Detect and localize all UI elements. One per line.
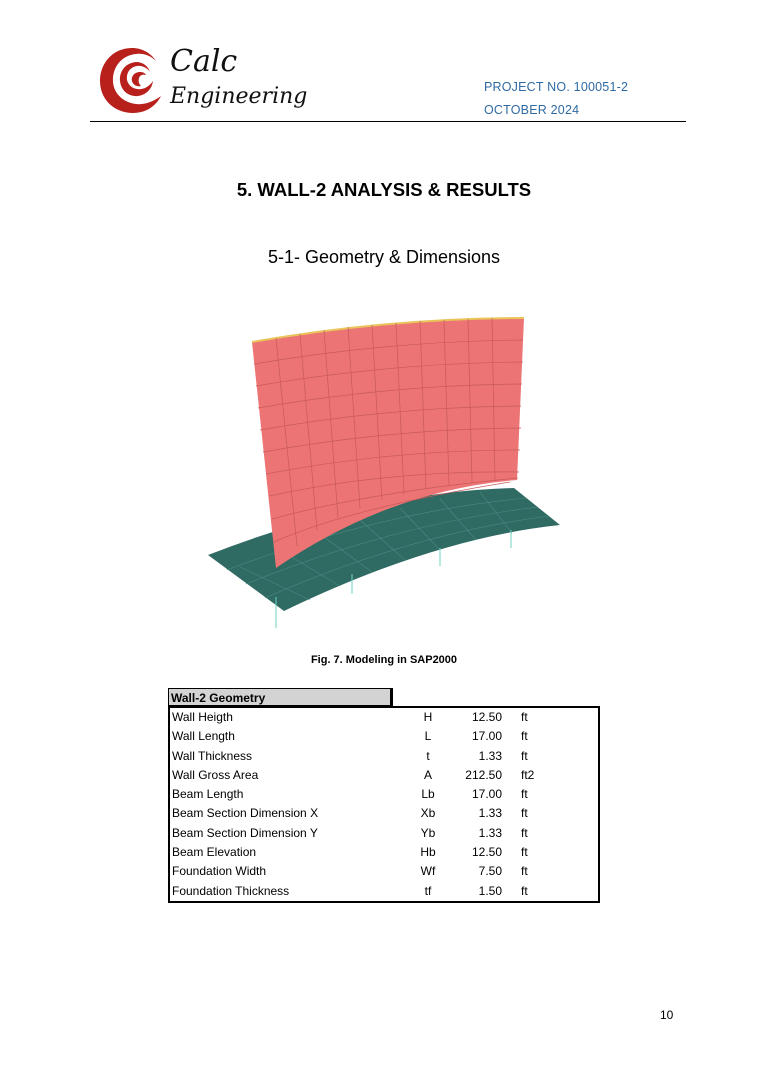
company-logo-icon bbox=[96, 44, 166, 116]
row-value: 1.50 bbox=[478, 883, 502, 898]
row-value: 12.50 bbox=[471, 845, 502, 860]
header-divider bbox=[90, 121, 686, 122]
project-number: PROJECT NO. 100051-2 bbox=[484, 80, 629, 94]
row-label: Wall Length bbox=[172, 729, 235, 744]
row-value: 1.33 bbox=[478, 806, 502, 821]
figure-caption: Fig. 7. Modeling in SAP2000 bbox=[310, 654, 458, 666]
wall-model-figure bbox=[200, 312, 570, 642]
row-unit: ft bbox=[521, 710, 528, 724]
row-unit: ft bbox=[521, 729, 528, 744]
row-unit: ft bbox=[521, 806, 528, 821]
row-unit: ft bbox=[521, 748, 528, 763]
table-title: Wall-2 Geometry bbox=[168, 688, 393, 706]
table-row bbox=[170, 882, 598, 901]
row-symbol: Wf bbox=[420, 864, 436, 879]
geometry-table bbox=[168, 706, 600, 903]
table-row bbox=[170, 727, 598, 746]
table-row bbox=[170, 843, 598, 862]
row-symbol: A bbox=[423, 767, 432, 782]
row-symbol: t bbox=[426, 748, 430, 763]
row-label: Foundation Width bbox=[172, 864, 267, 879]
row-value: 12.50 bbox=[471, 710, 502, 724]
row-label: Wall Heigth bbox=[172, 710, 233, 724]
page-number: 10 bbox=[660, 1008, 674, 1022]
row-unit: ft bbox=[521, 787, 528, 802]
table-row bbox=[170, 824, 598, 843]
row-symbol: L bbox=[424, 729, 432, 744]
table-row bbox=[170, 804, 598, 823]
row-symbol: H bbox=[423, 710, 433, 724]
row-unit: ft bbox=[521, 883, 528, 898]
row-label: Beam Elevation bbox=[172, 845, 257, 860]
row-unit: ft bbox=[521, 845, 528, 860]
row-value: 17.00 bbox=[471, 729, 502, 744]
row-unit: ft bbox=[521, 864, 528, 879]
table-row bbox=[170, 747, 598, 766]
row-label: Wall Gross Area bbox=[172, 767, 259, 782]
logo-text-calc: Calc bbox=[170, 44, 238, 79]
row-symbol: Lb bbox=[421, 787, 435, 802]
row-unit: ft bbox=[521, 825, 528, 840]
row-label: Beam Section Dimension Y bbox=[172, 825, 318, 840]
row-value: 17.00 bbox=[471, 787, 502, 802]
row-symbol: tf bbox=[424, 883, 432, 898]
project-date: OCTOBER 2024 bbox=[484, 103, 580, 117]
table-row bbox=[170, 708, 598, 727]
row-value: 1.33 bbox=[478, 748, 502, 763]
row-symbol: Hb bbox=[420, 845, 436, 860]
row-label: Wall Thickness bbox=[172, 748, 253, 763]
table-row bbox=[170, 785, 598, 804]
table-row bbox=[170, 766, 598, 785]
row-value: 1.33 bbox=[478, 825, 502, 840]
row-label: Foundation Thickness bbox=[172, 883, 290, 898]
table-row bbox=[170, 862, 598, 881]
row-value: 212.50 bbox=[465, 767, 502, 782]
section-title: 5. WALL-2 ANALYSIS & RESULTS bbox=[236, 179, 532, 200]
subsection-title: 5-1- Geometry & Dimensions bbox=[267, 247, 501, 267]
row-value: 7.50 bbox=[478, 864, 502, 879]
row-label: Beam Section Dimension X bbox=[172, 806, 319, 821]
row-unit: ft2 bbox=[521, 767, 535, 782]
row-symbol: Yb bbox=[420, 825, 436, 840]
logo-text-engineering: Engineering bbox=[170, 84, 308, 109]
row-symbol: Xb bbox=[420, 806, 436, 821]
row-label: Beam Length bbox=[172, 787, 244, 802]
